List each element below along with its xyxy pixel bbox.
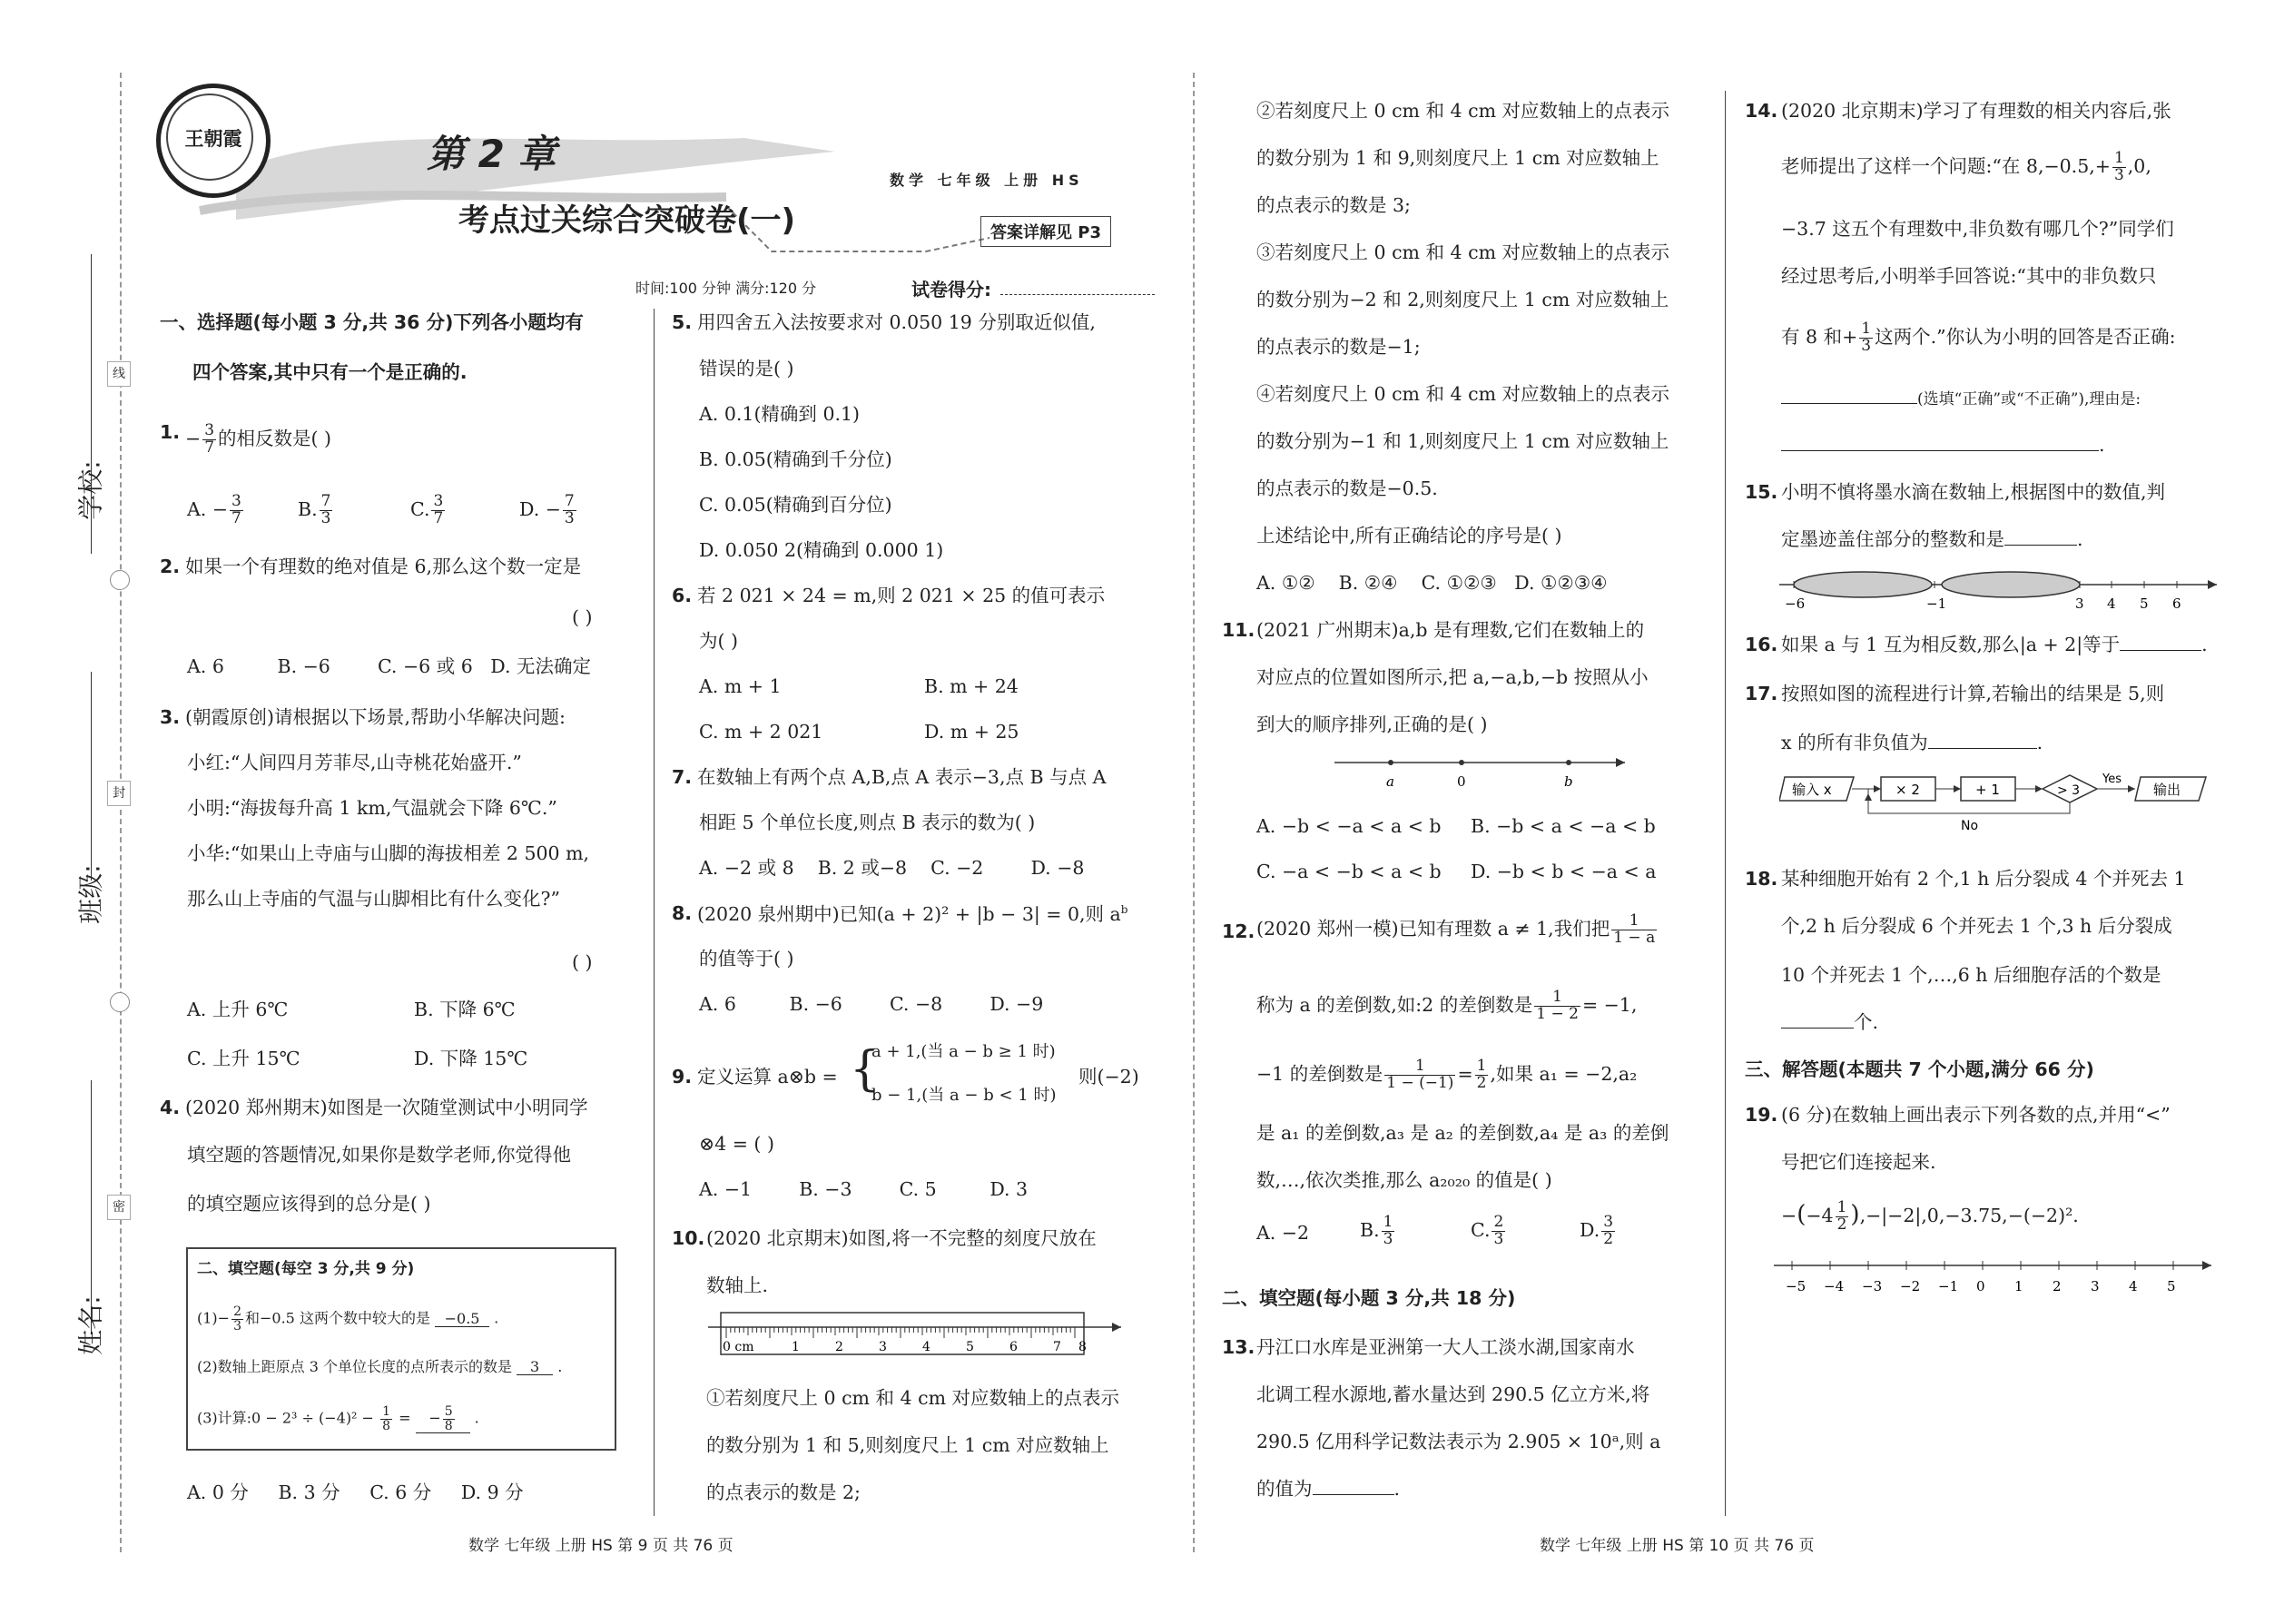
q11-line3: 到大的顺序排列,正确的是( )	[1256, 714, 1488, 735]
seal-mark-feng: 封	[107, 781, 131, 806]
ruler-label-0: 0 cm	[723, 1340, 754, 1354]
ruler-label-1: 1	[792, 1340, 800, 1354]
q15-ink-number-line	[1779, 563, 2224, 614]
q12-option-b[interactable]: B. $\frac{1}{3}$	[1360, 1213, 1393, 1248]
tick-label-neg1: −1	[1926, 595, 1947, 612]
q3-option-b[interactable]: B. 下降 6℃	[414, 999, 516, 1020]
q7-options[interactable]: A. −2 或 8 B. 2 或−8 C. −2 D. −8	[699, 857, 1085, 879]
q12-number: 12.	[1222, 920, 1255, 942]
column-divider-left	[654, 309, 655, 1516]
q13-line3: 290.5 亿用科学记数法表示为 2.905 × 10ᵃ,则 a	[1256, 1431, 1661, 1452]
ruler-label-6: 6	[1009, 1340, 1018, 1354]
footer-right-page: 数学 七年级 上册 HS 第 10 页 共 76 页	[1540, 1537, 1815, 1555]
q14-line2: 老师提出了这样一个问题:“在 8,−0.5,+ $\frac{1}{3}$ ,0,	[1781, 149, 2151, 184]
ruler-label-4: 4	[922, 1340, 930, 1354]
card-heading: 二、填空题(每空 3 分,共 9 分)	[197, 1260, 415, 1278]
q9-line1-tail: 则(−2)	[1078, 1066, 1139, 1088]
q10-stmt2-line2: 的数分别为 1 和 9,则刻度尺上 1 cm 对应数轴上	[1256, 147, 1659, 169]
q6-option-c[interactable]: C. m + 2 021	[699, 721, 823, 743]
logo-text: 王朝霞	[184, 128, 242, 150]
axis-tick-label: −5	[1786, 1278, 1807, 1294]
flow-multiply-label: × 2	[1895, 782, 1920, 798]
tick-label-4: 4	[2107, 595, 2116, 612]
flow-yes-label: Yes	[2102, 773, 2122, 786]
axis-tick-label: −3	[1862, 1278, 1883, 1294]
tick-label-neg6: −6	[1785, 595, 1806, 612]
q18-number: 18.	[1745, 868, 1778, 890]
q10-stmt3-line1: ③若刻度尺上 0 cm 和 4 cm 对应数轴上的点表示	[1256, 241, 1670, 263]
q10-options[interactable]: A. ①② B. ②④ C. ①②③ D. ①②③④	[1256, 572, 1608, 594]
q10-ruler-figure	[708, 1311, 1126, 1365]
q14-line5: 有 8 和+ $\frac{1}{3}$ 这两个.”你认为小明的回答是否正确:	[1781, 320, 2176, 355]
q14-number: 14.	[1745, 100, 1778, 122]
q1-stem: − $\frac{3}{7}$ 的相反数是( )	[185, 421, 332, 457]
q17-number: 17.	[1745, 683, 1778, 704]
card-item-1: (1)− $\frac{2}{3}$ 和−0.5 这两个数中较大的是 −0.5 .	[197, 1304, 499, 1334]
q15-line2: 定墨迹盖住部分的整数和是 .	[1781, 528, 2083, 550]
q9-options[interactable]: A. −1 B. −3 C. 5 D. 3	[699, 1178, 1029, 1200]
q7-number: 7.	[672, 766, 693, 788]
q19-line2: 号把它们连接起来.	[1781, 1151, 1936, 1173]
binding-hole-bottom	[110, 992, 130, 1012]
label-b: b	[1564, 773, 1573, 790]
axis-arrow	[1112, 1323, 1121, 1332]
q10-conclusion: 上述结论中,所有正确结论的序号是( )	[1256, 525, 1562, 546]
q5-number: 5.	[672, 311, 693, 333]
axis-tick-label: 1	[2014, 1278, 2023, 1294]
exam-meta: 时间:100 分钟 满分:120 分	[635, 280, 817, 297]
q14-line1: (2020 北京期末)学习了有理数的相关内容后,张	[1781, 100, 2171, 122]
q3-option-d[interactable]: D. 下降 15℃	[414, 1048, 528, 1069]
ruler-label-5: 5	[966, 1340, 974, 1354]
q12-line4: 是 a₁ 的差倒数,a₃ 是 a₂ 的差倒数,a₄ 是 a₃ 的差倒	[1256, 1122, 1669, 1144]
q19-line1: (6 分)在数轴上画出表示下列各数的点,并用“<”	[1781, 1104, 2171, 1126]
card-item-3: (3)计算:0 − 2³ ÷ (−4)² − $\frac{1}{8}$ = − $\frac{5}{8}$ .	[197, 1404, 479, 1433]
axis-tick-label: 4	[2129, 1278, 2138, 1294]
axis-tick-label: 3	[2091, 1278, 2100, 1294]
ruler-body	[721, 1313, 1084, 1354]
q7-line2: 相距 5 个单位长度,则点 B 表示的数为( )	[699, 812, 1036, 833]
label-a: a	[1386, 773, 1394, 790]
q12-line1: (2020 郑州一模)已知有理数 a ≠ 1,我们把 $\frac{1}{1 - a}$	[1256, 911, 1656, 947]
ruler-label-3: 3	[879, 1340, 887, 1354]
axis-tick-label: 5	[2167, 1278, 2176, 1294]
score-blank[interactable]	[1000, 294, 1155, 295]
q10-line2: 数轴上.	[706, 1275, 769, 1296]
q10-stmt3-line3: 的点表示的数是−1;	[1256, 336, 1421, 358]
tick-label-5: 5	[2140, 595, 2149, 612]
q6-number: 6.	[672, 585, 693, 606]
subject-tag: 数学 七年级 上册 HS	[890, 172, 1084, 189]
q1-option-d[interactable]: D. − $\frac{7}{3}$	[519, 492, 575, 527]
section-3-heading: 三、解答题(本题共 7 个小题,满分 66 分)	[1745, 1058, 2094, 1080]
q3-option-a[interactable]: A. 上升 6℃	[187, 999, 289, 1020]
q4-line1: (2020 郑州期末)如图是一次随堂测试中小明同学	[185, 1097, 588, 1118]
point-b	[1566, 760, 1571, 765]
q12-line3: −1 的差倒数是 $\frac{1}{1 - (-1)}$ = $\frac{1}{2}$ ,如果 a₁ = −2,a₂	[1256, 1057, 1638, 1092]
q2-stem: 如果一个有理数的绝对值是 6,那么这个数一定是	[185, 556, 582, 577]
q14-line4: 经过思考后,小明举手回答说:“其中的非负数只	[1781, 265, 2157, 287]
q19-number-line	[1774, 1253, 2219, 1304]
q4-line2: 填空题的答题情况,如果你是数学老师,你觉得他	[187, 1144, 572, 1166]
q6-line2: 为( )	[699, 630, 739, 652]
q16-number: 16.	[1745, 634, 1778, 655]
cut-line-left	[120, 73, 122, 1552]
section-1-heading-line1: 一、选择题(每小题 3 分,共 36 分)下列各小题均有	[160, 311, 584, 333]
label-zero: 0	[1457, 773, 1466, 790]
paper-subtitle: 考点过关综合突破卷(一)	[458, 202, 796, 239]
q3-line2: 小红:“人间四月芳菲尽,山寺桃花始盛开.”	[187, 752, 522, 773]
q11-option-a[interactable]: A. −b < −a < a < b	[1256, 815, 1442, 837]
q9-brace: {	[850, 1042, 881, 1097]
score-label: 试卷得分:	[911, 279, 991, 300]
q6-option-b[interactable]: B. m + 24	[924, 675, 1019, 697]
q3-line1: (朝霞原创)请根据以下场景,帮助小华解决问题:	[185, 706, 566, 728]
tick-label-3: 3	[2075, 595, 2084, 612]
q11-line1: (2021 广州期末)a,b 是有理数,它们在数轴上的	[1256, 619, 1645, 641]
section-2-heading: 二、填空题(每小题 3 分,共 18 分)	[1222, 1287, 1516, 1309]
q10-stmt4-line2: 的数分别为−1 和 1,则刻度尺上 1 cm 对应数轴上	[1256, 430, 1669, 452]
q12-option-c[interactable]: C. $\frac{2}{3}$	[1471, 1213, 1504, 1248]
q10-stmt2-line3: 的点表示的数是 3;	[1256, 194, 1411, 216]
q10-stmt1-line1: ①若刻度尺上 0 cm 和 4 cm 对应数轴上的点表示	[706, 1387, 1120, 1409]
axis-tick-label: 0	[1976, 1278, 1985, 1294]
q14-answer-blank	[1781, 403, 1917, 404]
q14-line7[interactable]: .	[1781, 436, 2105, 455]
q2-answer-paren[interactable]: ( )	[572, 606, 593, 628]
q12-line5: 数,…,依次类推,那么 a₂₀₂₀ 的值是( )	[1256, 1169, 1552, 1191]
q8-options[interactable]: A. 6 B. −6 C. −8 D. −9	[699, 993, 1044, 1015]
seal-mark-mi: 密	[107, 1195, 131, 1220]
q12-line2: 称为 a 的差倒数,如:2 的差倒数是 $\frac{1}{1 - 2}$ = −1,	[1256, 988, 1638, 1023]
q9-case-1: a + 1,(当 a − b ≥ 1 时)	[871, 1042, 1056, 1061]
q13-line4: 的值为 .	[1256, 1478, 1401, 1500]
q2-number: 2.	[160, 556, 181, 577]
q19-numbers: −(−4 $\frac{1}{2}$ ),−|−2|,0,−3.75,−(−2)².	[1781, 1198, 2079, 1234]
q1-option-b[interactable]: B. $\frac{7}{3}$	[298, 492, 331, 527]
q17-line2: x 的所有非负值为 .	[1781, 732, 2043, 753]
q19-number: 19.	[1745, 1104, 1778, 1126]
q4-options[interactable]: A. 0 分 B. 3 分 C. 6 分 D. 9 分	[187, 1481, 524, 1503]
q5-option-b[interactable]: B. 0.05(精确到千分位)	[699, 448, 892, 470]
school-label: 学校:	[75, 460, 106, 520]
q15-line1: 小明不慎将墨水滴在数轴上,根据图中的数值,判	[1781, 481, 2166, 503]
q7-line1: 在数轴上有两个点 A,B,点 A 表示−3,点 B 与点 A	[697, 766, 1107, 788]
q17-line1: 按照如图的流程进行计算,若输出的结果是 5,则	[1781, 683, 2165, 704]
q5-option-a[interactable]: A. 0.1(精确到 0.1)	[699, 403, 861, 425]
q18-line2: 个,2 h 后分裂成 6 个并死去 1 个,3 h 后分裂成	[1781, 915, 2172, 937]
q9-number: 9.	[672, 1066, 693, 1088]
q1-option-c[interactable]: C. $\frac{3}{7}$	[410, 492, 444, 527]
q11-line2: 对应点的位置如图所示,把 a,−a,b,−b 按照从小	[1256, 666, 1649, 688]
flow-output-label: 输出	[2153, 782, 2181, 798]
flow-add-label: + 1	[1975, 782, 2000, 798]
q10-stmt2-line1: ②若刻度尺上 0 cm 和 4 cm 对应数轴上的点表示	[1256, 100, 1670, 122]
q13-line1: 丹江口水库是亚洲第一大人工淡水湖,国家南水	[1256, 1336, 1635, 1358]
q1-number: 1.	[160, 421, 181, 443]
q5-option-d[interactable]: D. 0.050 2(精确到 0.000 1)	[699, 539, 944, 561]
flow-decision-label: > 3	[2057, 783, 2081, 798]
q11-number-line	[1334, 750, 1634, 795]
q10-stmt4-line3: 的点表示的数是−0.5.	[1256, 477, 1438, 499]
q1-option-a[interactable]: A. − $\frac{3}{7}$	[187, 492, 241, 527]
column-divider-right	[1725, 91, 1726, 1516]
q14-line6: (选填“正确”或“不正确”),理由是:	[1781, 389, 2141, 408]
q3-number: 3.	[160, 706, 181, 728]
q8-line2: 的值等于( )	[699, 948, 794, 969]
q10-line1: (2020 北京期末)如图,将一不完整的刻度尺放在	[706, 1227, 1097, 1249]
binding-hole-top	[110, 570, 130, 590]
q6-option-a[interactable]: A. m + 1	[699, 675, 782, 697]
q18-line4: 个.	[1781, 1013, 1878, 1032]
class-label: 班级:	[75, 864, 106, 924]
seal-mark-xian: 线	[107, 361, 131, 387]
q10-stmt3-line2: 的数分别为−2 和 2,则刻度尺上 1 cm 对应数轴上	[1256, 289, 1669, 310]
answer-reference: 答案详解见 P3	[980, 216, 1111, 247]
class-blank-line[interactable]	[91, 672, 92, 881]
q12-option-a[interactable]: A. −2	[1256, 1222, 1310, 1244]
q4-line3: 的填空题应该得到的总分是( )	[187, 1193, 431, 1215]
q18-line1: 某种细胞开始有 2 个,1 h 后分裂成 4 个并死去 1	[1781, 868, 2186, 890]
point-a	[1388, 760, 1393, 765]
q11-option-b[interactable]: B. −b < a < −a < b	[1471, 815, 1656, 837]
q17-flowchart	[1779, 772, 2224, 839]
tick-label-6: 6	[2172, 595, 2181, 612]
q15-number: 15.	[1745, 481, 1778, 503]
point-zero	[1459, 760, 1464, 765]
ruler-label-2: 2	[835, 1340, 843, 1354]
chapter-title: 第 2 章	[427, 132, 556, 176]
q9-line2: ⊗4 = ( )	[699, 1133, 774, 1155]
q11-option-c[interactable]: C. −a < −b < a < b	[1256, 861, 1442, 882]
q9-case-2: b − 1,(当 a − b < 1 时)	[871, 1086, 1057, 1105]
q14-line3: −3.7 这五个有理数中,非负数有哪几个?”同学们	[1781, 218, 2174, 240]
q16-stem: 如果 a 与 1 互为相反数,那么|a + 2|等于 .	[1781, 634, 2208, 655]
q11-option-d[interactable]: D. −b < b < −a < a	[1471, 861, 1657, 882]
q3-line3: 小明:“海拔每升高 1 km,气温就会下降 6℃.”	[187, 797, 557, 819]
q6-line1: 若 2 021 × 24 = m,则 2 021 × 25 的值可表示	[697, 585, 1106, 606]
q10-stmt1-line2: 的数分别为 1 和 5,则刻度尺上 1 cm 对应数轴上	[706, 1434, 1109, 1456]
q18-line3: 10 个并死去 1 个,…,6 h 后细胞存活的个数是	[1781, 964, 2161, 986]
q5-option-c[interactable]: C. 0.05(精确到百分位)	[699, 494, 892, 516]
ruler-label-8: 8	[1078, 1340, 1087, 1354]
q3-line5: 那么山上寺庙的气温与山脚相比有什么变化?”	[187, 888, 560, 910]
q12-option-d[interactable]: D. $\frac{3}{2}$	[1580, 1213, 1614, 1248]
q2-options[interactable]: A. 6 B. −6 C. −6 或 6 D. 无法确定	[187, 655, 592, 677]
q11-number: 11.	[1222, 619, 1255, 641]
q10-number: 10.	[672, 1227, 705, 1249]
q8-number: 8.	[672, 902, 693, 924]
footer-left-page: 数学 七年级 上册 HS 第 9 页 共 76 页	[468, 1537, 733, 1555]
q8-line1: (2020 泉州期中)已知(a + 2)² + |b − 3| = 0,则 $a^b$	[697, 902, 1128, 925]
q10-stmt1-line3: 的点表示的数是 2;	[706, 1481, 861, 1503]
axis-tick-label: −1	[1938, 1278, 1959, 1294]
q4-number: 4.	[160, 1097, 181, 1118]
axis-tick-label: −2	[1900, 1278, 1921, 1294]
axis-tick-label: 2	[2053, 1278, 2062, 1294]
flow-no-label: No	[1961, 819, 1979, 833]
flow-input-label: 输入 x	[1792, 782, 1832, 798]
q13-number: 13.	[1222, 1336, 1255, 1358]
q13-line2: 北调工程水源地,蓄水量达到 290.5 亿立方米,将	[1256, 1383, 1650, 1405]
section-1-heading-line2: 四个答案,其中只有一个是正确的.	[192, 361, 468, 383]
ruler-label-7: 7	[1053, 1340, 1061, 1354]
cut-line-center	[1193, 73, 1195, 1552]
ink-blot-2	[1942, 572, 2080, 597]
q5-line2: 错误的是( )	[699, 358, 794, 379]
q3-line4: 小华:“如果山上寺庙与山脚的海拔相差 2 500 m,	[187, 842, 590, 864]
q4-answer-card	[186, 1247, 616, 1451]
q5-line1: 用四舍五入法按要求对 0.050 19 分别取近似值,	[697, 311, 1096, 333]
ink-blot-1	[1794, 572, 1932, 597]
card-item-2: (2)数轴上距原点 3 个单位长度的点所表示的数是 3 .	[197, 1358, 563, 1375]
name-label: 姓名:	[75, 1295, 106, 1355]
q10-stmt4-line1: ④若刻度尺上 0 cm 和 4 cm 对应数轴上的点表示	[1256, 383, 1670, 405]
q9-def: 定义运算 a⊗b =	[697, 1066, 838, 1088]
logo-emblem	[156, 84, 271, 198]
axis-tick-label: −4	[1824, 1278, 1845, 1294]
q3-answer-paren[interactable]: ( )	[572, 951, 593, 973]
q6-option-d[interactable]: D. m + 25	[924, 721, 1019, 743]
q3-option-c[interactable]: C. 上升 15℃	[187, 1048, 300, 1069]
